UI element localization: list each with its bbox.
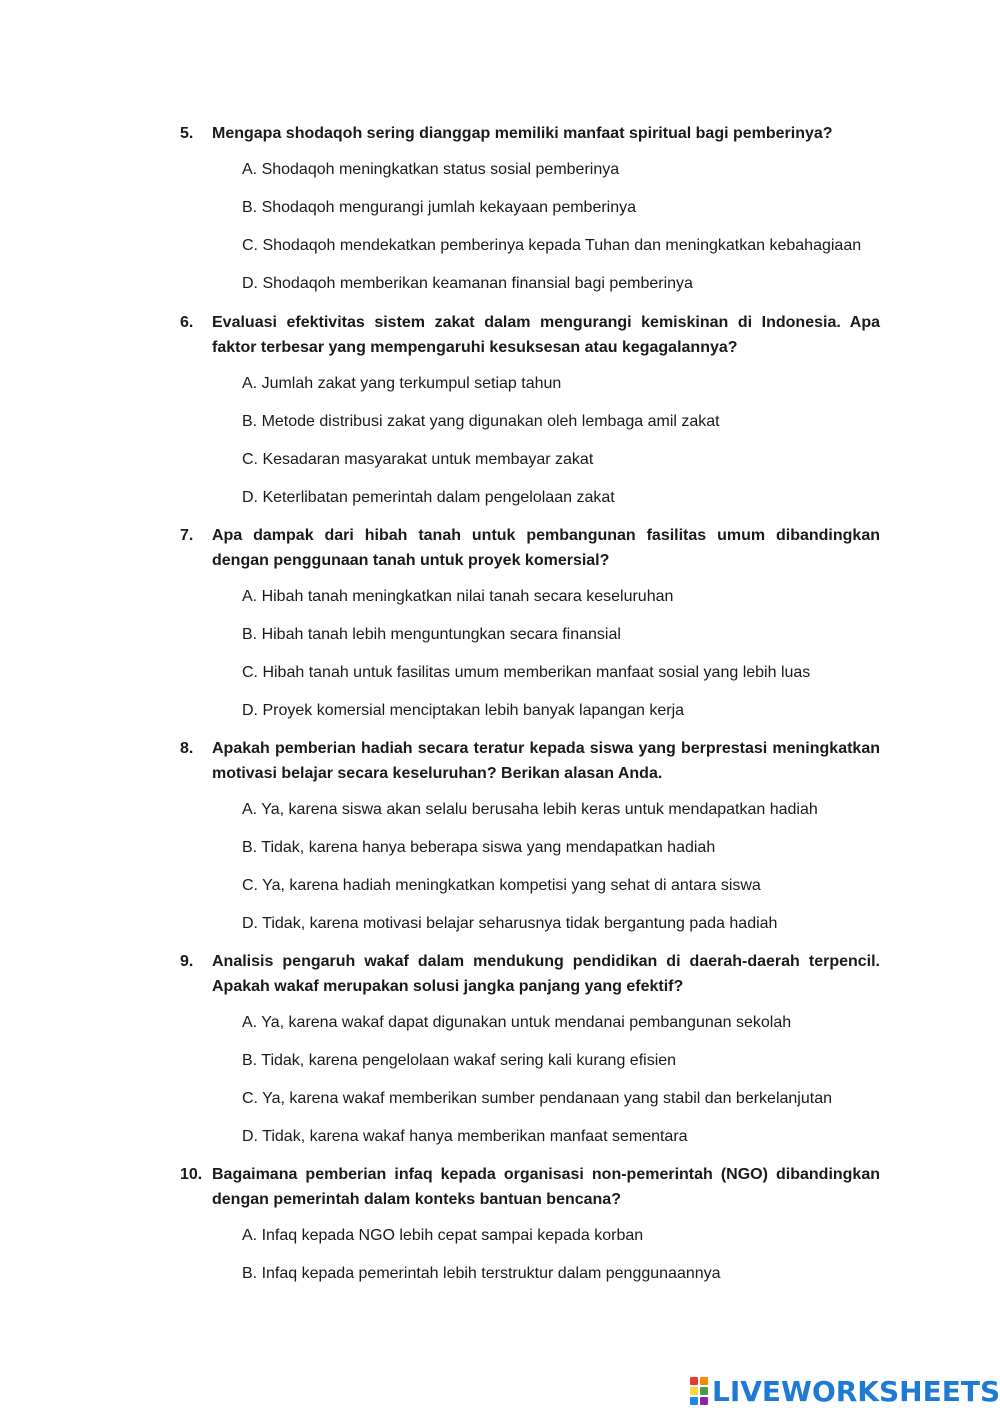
question-number: 10. <box>180 1166 203 1183</box>
question-header <box>180 523 880 573</box>
option-b: B. Shodaqoh mengurangi jumlah kekayaan pemberinya <box>242 199 637 216</box>
option-c: C. Kesadaran masyarakat untuk membayar zakat <box>242 451 594 468</box>
option-a: A. Shodaqoh meningkatkan status sosial pemberinya <box>242 161 620 178</box>
option-a: A. Ya, karena wakaf dapat digunakan untuk mendanai pembangunan sekolah <box>242 1014 792 1031</box>
option-d: D. Tidak, karena wakaf hanya memberikan manfaat sementara <box>242 1128 688 1145</box>
option-b: B. Tidak, karena pengelolaan wakaf sering kali kurang efisien <box>242 1052 677 1069</box>
question-header <box>180 736 880 786</box>
option-d: D. Tidak, karena motivasi belajar seharusnya tidak bergantung pada hadiah <box>242 915 778 932</box>
question-header <box>180 310 880 360</box>
question-9 <box>180 949 880 1149</box>
option-list <box>180 372 880 510</box>
option-a: A. Hibah tanah meningkatkan nilai tanah secara keseluruhan <box>242 588 674 605</box>
option-b: B. Metode distribusi zakat yang digunakan oleh lembaga amil zakat <box>242 413 720 430</box>
option-b: B. Tidak, karena hanya beberapa siswa yang mendapatkan hadiah <box>242 839 716 856</box>
question-header <box>180 121 880 146</box>
option-c: C. Ya, karena wakaf memberikan sumber pendanaan yang stabil dan berkelanjutan <box>242 1090 832 1107</box>
question-text: Mengapa shodaqoh sering dianggap memiliki manfaat spiritual bagi pemberinya? <box>212 125 833 142</box>
option-list <box>180 158 880 296</box>
option-list <box>180 1224 880 1286</box>
question-text: Evaluasi efektivitas sistem zakat dalam mengurangi kemiskinan di Indonesia. Apa faktor terbesar yang mempengaruhi kesuksesan atau kegagalannya? <box>212 314 880 356</box>
question-number: 9. <box>180 953 194 970</box>
question-text: Apakah pemberian hadiah secara teratur kepada siswa yang berprestasi meningkatkan motivasi belajar secara keseluruhan? Berikan alasan Anda. <box>212 740 880 782</box>
option-c: C. Ya, karena hadiah meningkatkan kompetisi yang sehat di antara siswa <box>242 877 761 894</box>
question-number: 7. <box>180 527 194 544</box>
option-list <box>180 1011 880 1149</box>
logo-block <box>690 1387 698 1395</box>
question-header <box>180 949 880 999</box>
option-c: C. Hibah tanah untuk fasilitas umum memberikan manfaat sosial yang lebih luas <box>242 664 811 681</box>
logo-text: LIVEWORKSHEETS <box>712 1374 1000 1408</box>
logo-block <box>700 1387 708 1395</box>
option-d: D. Keterlibatan pemerintah dalam pengelolaan zakat <box>242 489 615 506</box>
liveworksheets-logo[interactable] <box>690 1374 1000 1408</box>
option-d: D. Proyek komersial menciptakan lebih banyak lapangan kerja <box>242 702 685 719</box>
logo-block <box>690 1377 698 1385</box>
question-8 <box>180 736 880 936</box>
question-number: 8. <box>180 740 194 757</box>
logo-block <box>700 1397 708 1405</box>
question-7 <box>180 523 880 723</box>
logo-block <box>690 1397 698 1405</box>
logo-block <box>700 1377 708 1385</box>
option-d: D. Shodaqoh memberikan keamanan finansial bagi pemberinya <box>242 275 693 292</box>
question-number: 6. <box>180 314 194 331</box>
question-text: Bagaimana pemberian infaq kepada organisasi non-pemerintah (NGO) dibandingkan dengan pemerintah dalam konteks bantuan bencana? <box>212 1166 880 1208</box>
question-text: Analisis pengaruh wakaf dalam mendukung pendidikan di daerah-daerah terpencil. Apakah wakaf merupakan solusi jangka panjang yang efektif? <box>212 953 880 995</box>
question-5 <box>180 121 880 296</box>
question-text: Apa dampak dari hibah tanah untuk pembangunan fasilitas umum dibandingkan dengan penggunaan tanah untuk proyek komersial? <box>212 527 880 569</box>
option-list <box>180 798 880 936</box>
option-a: A. Ya, karena siswa akan selalu berusaha lebih keras untuk mendapatkan hadiah <box>242 801 818 818</box>
option-a: A. Infaq kepada NGO lebih cepat sampai kepada korban <box>242 1227 644 1244</box>
liveworksheets-blocks-icon <box>690 1377 708 1405</box>
question-6 <box>180 310 880 510</box>
question-header <box>180 1162 880 1212</box>
question-10 <box>180 1162 880 1286</box>
option-a: A. Jumlah zakat yang terkumpul setiap tahun <box>242 375 562 392</box>
option-b: B. Hibah tanah lebih menguntungkan secara finansial <box>242 626 621 643</box>
option-c: C. Shodaqoh mendekatkan pemberinya kepada Tuhan dan meningkatkan kebahagiaan <box>242 237 862 254</box>
option-b: B. Infaq kepada pemerintah lebih terstruktur dalam penggunaannya <box>242 1265 721 1282</box>
question-number: 5. <box>180 125 194 142</box>
option-list <box>180 585 880 723</box>
